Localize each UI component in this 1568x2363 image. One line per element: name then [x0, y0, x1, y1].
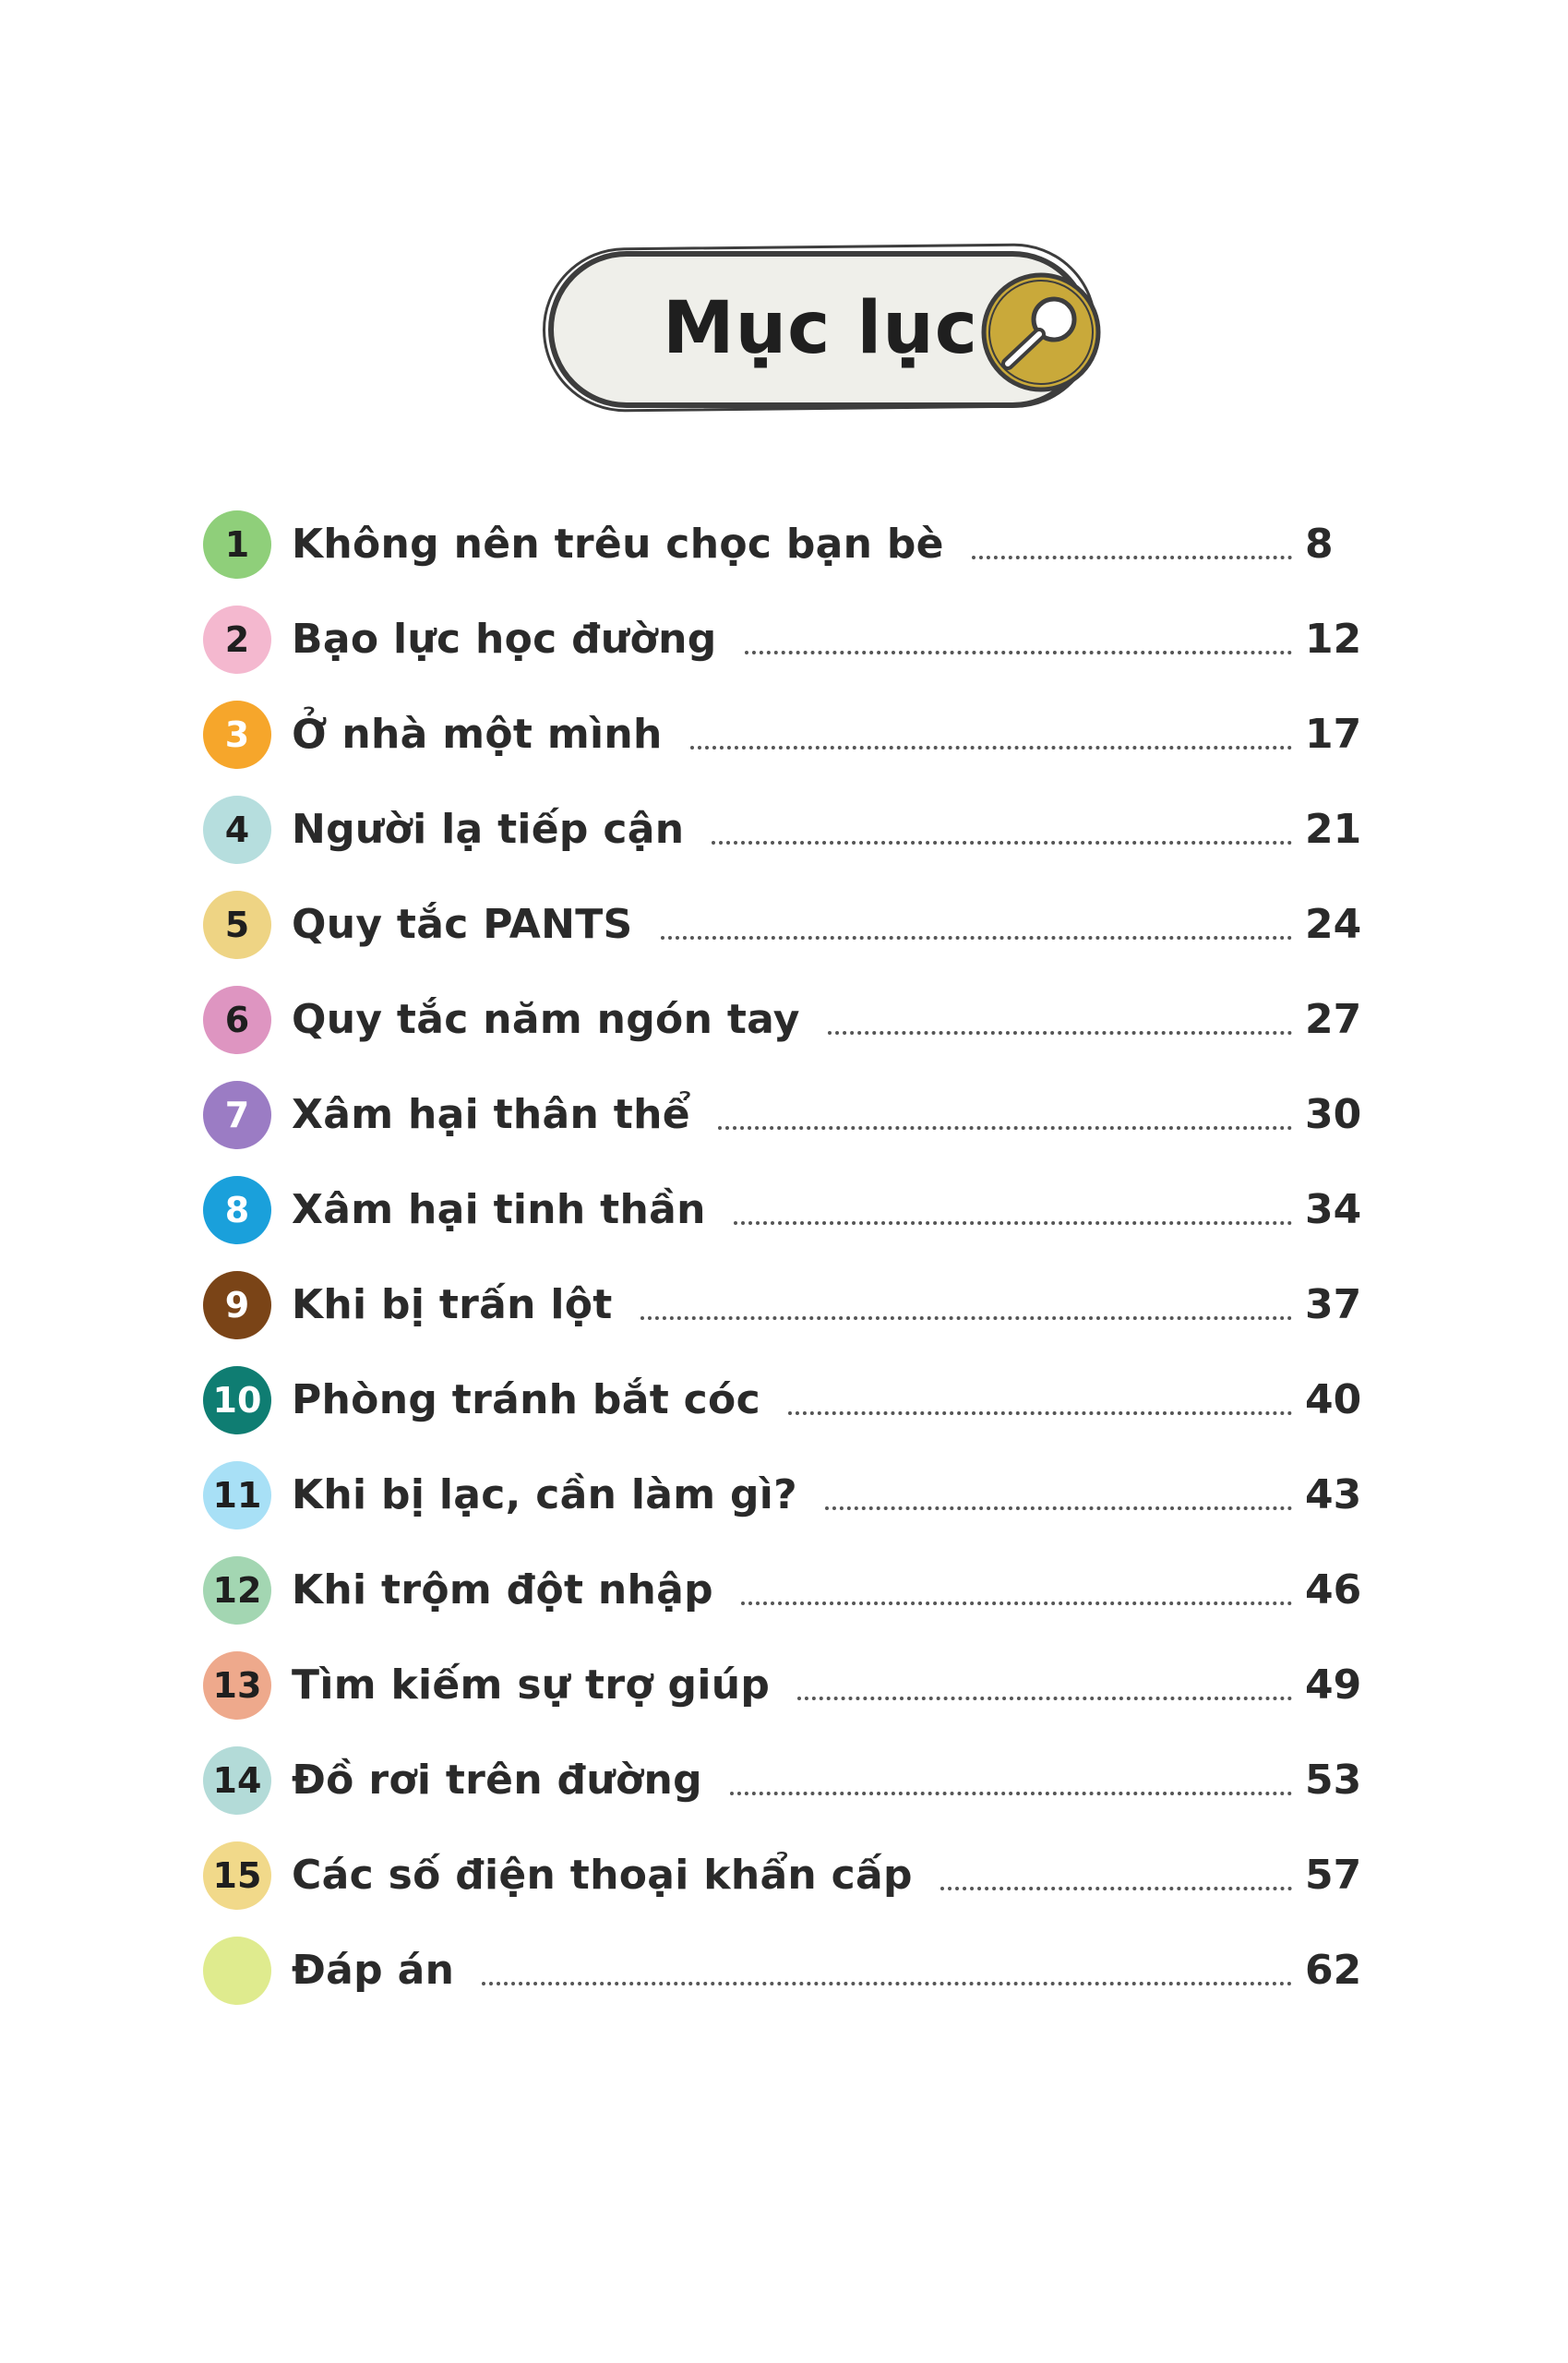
page-number: 24 — [1305, 901, 1362, 948]
toc-entry[interactable] — [203, 1542, 1366, 1637]
chapter-title: Quy tắc năm ngón tay — [292, 996, 800, 1043]
chapter-number-badge: 3 — [203, 701, 271, 769]
chapter-number-badge: 1 — [203, 510, 271, 579]
toc-entry[interactable] — [203, 1733, 1366, 1828]
chapter-title: Phòng tránh bắt cóc — [292, 1376, 760, 1423]
toc-entry[interactable] — [203, 1352, 1366, 1447]
page-number: 37 — [1305, 1281, 1362, 1328]
chapter-title: Tìm kiếm sự trợ giúp — [292, 1661, 771, 1709]
dot-leader — [482, 1982, 1292, 1985]
dot-leader — [825, 1506, 1292, 1510]
chapter-number-badge: 9 — [203, 1271, 271, 1339]
chapter-title: Bạo lực học đường — [292, 616, 717, 663]
dot-leader — [712, 841, 1292, 845]
chapter-title: Các số điện thoại khẩn cấp — [292, 1852, 913, 1899]
dot-leader — [730, 1792, 1292, 1795]
page-number: 57 — [1305, 1852, 1362, 1899]
title-pill — [543, 242, 1115, 417]
dot-leader — [972, 556, 1292, 559]
dot-leader — [828, 1031, 1292, 1035]
magnifying-glass-icon — [976, 268, 1106, 397]
dot-leader — [640, 1316, 1292, 1320]
toc-entry[interactable] — [203, 782, 1366, 877]
toc-entry[interactable] — [203, 1637, 1366, 1733]
chapter-number-badge: 7 — [203, 1081, 271, 1149]
toc-entry[interactable] — [203, 1067, 1366, 1162]
chapter-number-badge: 4 — [203, 796, 271, 864]
toc-entry[interactable] — [203, 1828, 1366, 1923]
page-number: 62 — [1305, 1947, 1362, 1994]
chapter-title: Quy tắc PANTS — [292, 901, 633, 948]
toc-entry[interactable] — [203, 877, 1366, 972]
dot-leader — [690, 746, 1292, 750]
page-number: 53 — [1305, 1757, 1362, 1804]
chapter-number-badge: 15 — [203, 1841, 271, 1910]
page-number: 43 — [1305, 1471, 1362, 1518]
page-number: 27 — [1305, 996, 1362, 1043]
dot-leader — [741, 1601, 1292, 1605]
chapter-number-badge: 12 — [203, 1556, 271, 1625]
chapter-title: Đồ rơi trên đường — [292, 1757, 702, 1804]
dot-leader — [745, 651, 1292, 654]
chapter-number-badge: 2 — [203, 606, 271, 674]
dot-leader — [734, 1221, 1292, 1225]
dot-leader — [788, 1411, 1292, 1415]
page-number: 40 — [1305, 1376, 1362, 1423]
toc-entry[interactable] — [203, 592, 1366, 687]
chapter-title: Khi bị trấn lột — [292, 1281, 613, 1328]
chapter-title: Người lạ tiếp cận — [292, 806, 685, 853]
chapter-title: Xâm hại thân thể — [292, 1091, 690, 1138]
dot-leader — [661, 936, 1292, 940]
table-of-contents — [203, 497, 1366, 2018]
chapter-title: Không nên trêu chọc bạn bè — [292, 521, 944, 568]
toc-entry[interactable] — [203, 497, 1366, 592]
page-number: 8 — [1305, 521, 1334, 568]
toc-entry[interactable] — [203, 1162, 1366, 1257]
chapter-title: Khi bị lạc, cần làm gì? — [292, 1471, 797, 1518]
dot-leader — [718, 1126, 1292, 1130]
dot-leader — [797, 1697, 1292, 1700]
page-title: Mục lục — [663, 287, 979, 370]
chapter-number-badge: 6 — [203, 986, 271, 1054]
page-number: 30 — [1305, 1091, 1362, 1138]
toc-entry[interactable] — [203, 687, 1366, 782]
chapter-title: Đáp án — [292, 1947, 455, 1994]
page-number: 34 — [1305, 1186, 1362, 1233]
toc-entry[interactable] — [203, 972, 1366, 1067]
page-number: 46 — [1305, 1566, 1362, 1613]
chapter-number-badge: 10 — [203, 1366, 271, 1434]
chapter-number-badge: 5 — [203, 891, 271, 959]
toc-entry[interactable] — [203, 1923, 1366, 2018]
chapter-title: Ở nhà một mình — [292, 711, 663, 758]
page-number: 49 — [1305, 1661, 1362, 1709]
chapter-number-badge — [203, 1937, 271, 2005]
dot-leader — [940, 1887, 1292, 1890]
chapter-title: Xâm hại tinh thần — [292, 1186, 706, 1233]
chapter-number-badge: 13 — [203, 1651, 271, 1720]
page-number: 12 — [1305, 616, 1362, 663]
chapter-number-badge: 11 — [203, 1461, 271, 1529]
page-number: 17 — [1305, 711, 1362, 758]
toc-entry[interactable] — [203, 1447, 1366, 1542]
toc-entry[interactable] — [203, 1257, 1366, 1352]
chapter-number-badge: 8 — [203, 1176, 271, 1244]
chapter-number-badge: 14 — [203, 1746, 271, 1815]
page-number: 21 — [1305, 806, 1362, 853]
chapter-title: Khi trộm đột nhập — [292, 1566, 713, 1613]
